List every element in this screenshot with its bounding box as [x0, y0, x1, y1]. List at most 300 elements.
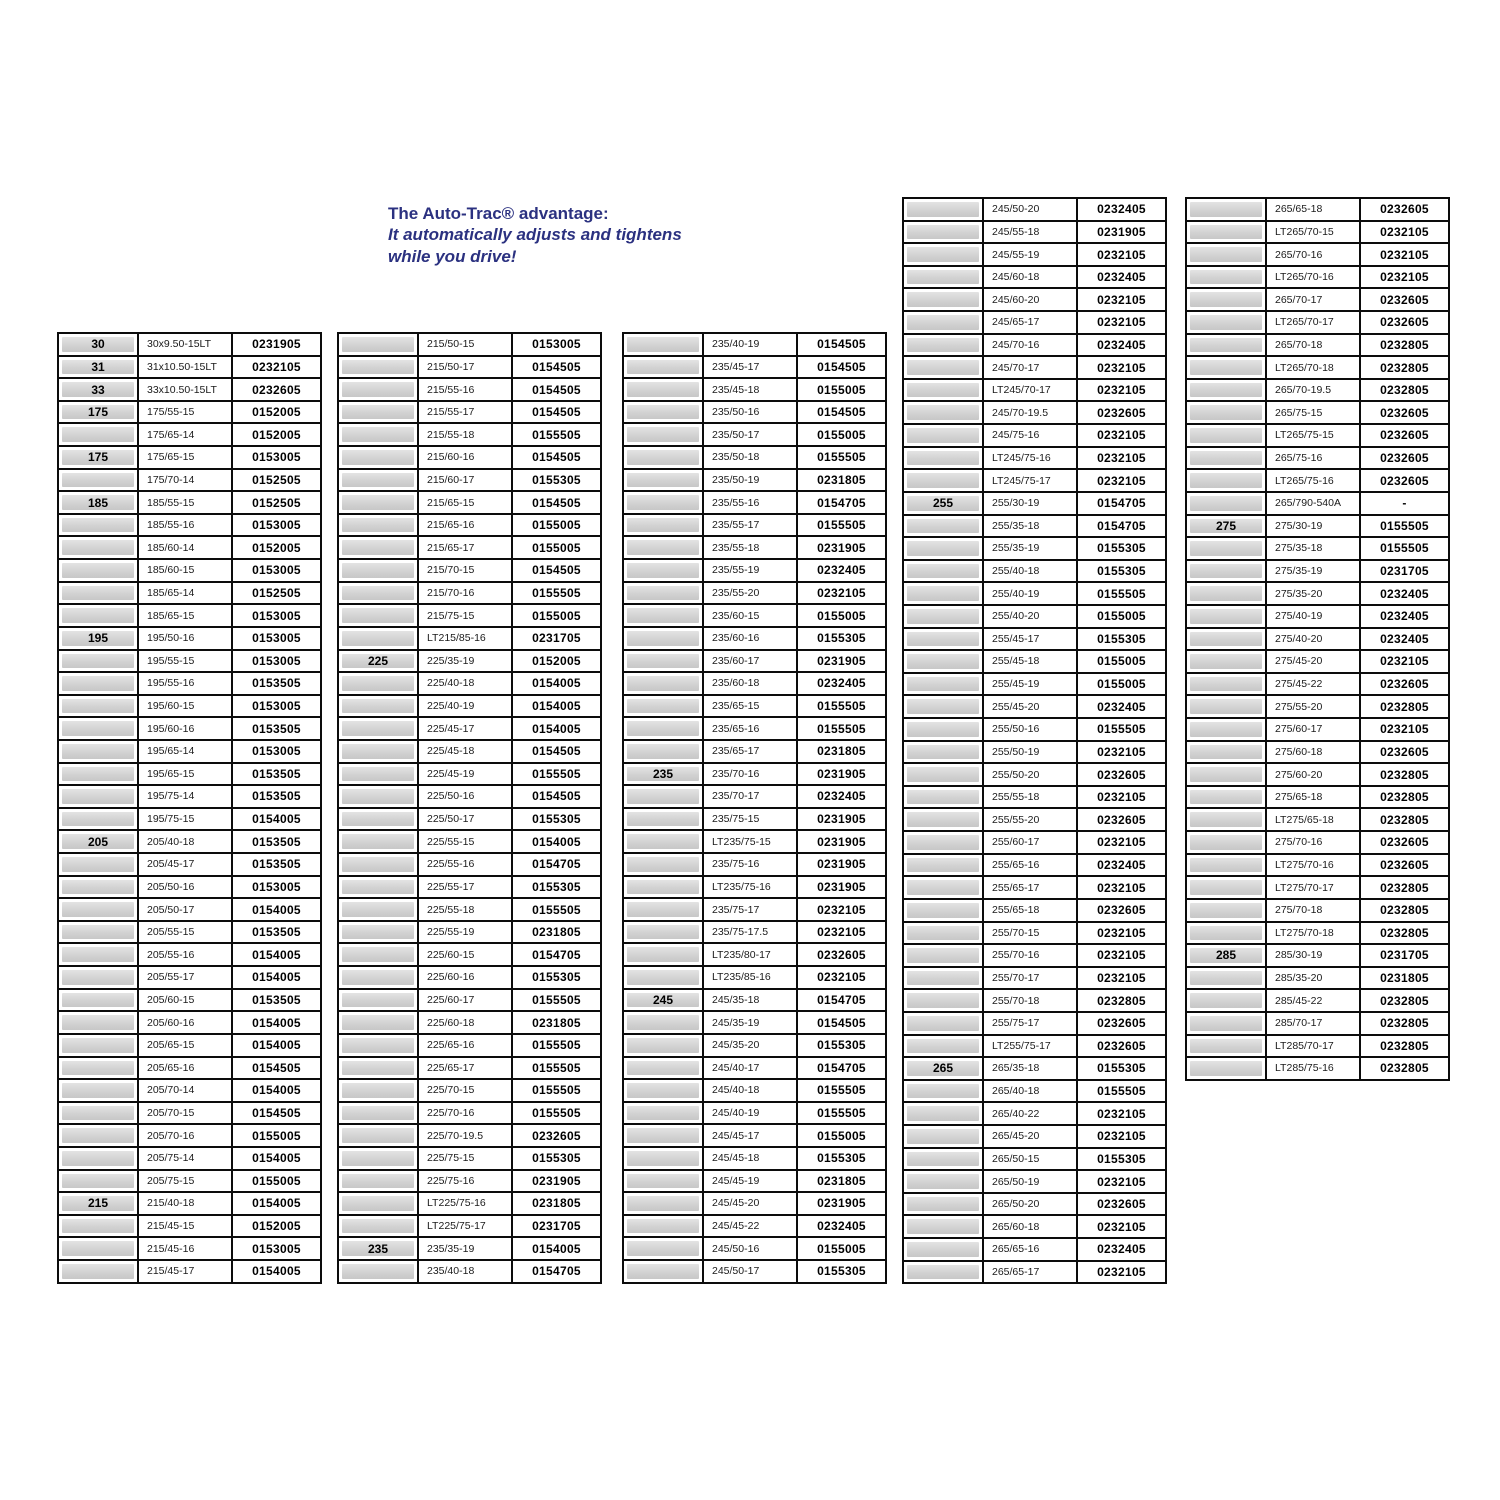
table-row: [57, 1033, 322, 1058]
group-badge: [1190, 473, 1262, 488]
tire-size-cell: 255/45-19: [982, 672, 1078, 697]
group-badge: [907, 1152, 979, 1167]
tire-size-cell: LT255/75-17: [982, 1034, 1078, 1059]
tire-size-cell: LT265/70-18: [1265, 355, 1361, 380]
tire-size-cell: 225/40-18: [417, 671, 513, 696]
group-cell: [337, 1078, 419, 1103]
table-row: [902, 1147, 1167, 1172]
table-row: [902, 287, 1167, 312]
group-badge: [1190, 632, 1262, 647]
part-number-cell: 0154705: [1076, 514, 1167, 539]
tire-size-cell: 255/50-19: [982, 740, 1078, 765]
part-number-cell: 0232605: [1359, 446, 1450, 471]
tire-size-cell: 255/40-18: [982, 559, 1078, 584]
group-cell: [622, 377, 704, 402]
part-number-cell: 0155005: [511, 535, 602, 560]
tire-size-cell: 285/70-17: [1265, 1011, 1361, 1036]
tire-size-cell: 225/55-16: [417, 852, 513, 877]
group-cell: [337, 422, 419, 447]
tire-size-cell: LT265/75-15: [1265, 423, 1361, 448]
part-number-cell: 0232105: [1076, 378, 1167, 403]
group-badge: [62, 608, 134, 623]
table-row: [622, 603, 887, 628]
table-row: [622, 490, 887, 515]
tire-size-cell: 265/70-16: [1265, 242, 1361, 267]
group-badge: [342, 789, 414, 804]
table-row: [337, 784, 602, 809]
table-row: [337, 942, 602, 967]
table-row: [337, 739, 602, 764]
table-row: [1185, 807, 1450, 832]
group-badge: [62, 518, 134, 533]
tire-size-cell: 33x10.50-15LT: [137, 377, 233, 402]
group-cell: [622, 1214, 704, 1239]
group-badge: [907, 1129, 979, 1144]
group-cell: [902, 355, 984, 380]
part-number-cell: 0153505: [231, 784, 322, 809]
group-badge: [907, 722, 979, 737]
tire-size-cell: 255/30-19: [982, 491, 1078, 516]
group-badge: [342, 880, 414, 895]
table-row: [1185, 672, 1450, 697]
table-row: [1185, 242, 1450, 267]
tire-size-cell: 265/45-20: [982, 1124, 1078, 1149]
table-row: [902, 197, 1167, 222]
table-row: [337, 988, 602, 1013]
table-row: [57, 942, 322, 967]
tire-size-cell: 235/50-17: [702, 422, 798, 447]
part-number-cell: 0154005: [511, 829, 602, 854]
part-number-cell: 0232105: [796, 965, 887, 990]
part-number-cell: 0232105: [1359, 220, 1450, 245]
tire-size-cell: LT275/70-16: [1265, 853, 1361, 878]
group-badge: 245: [627, 993, 699, 1008]
group-badge: [627, 880, 699, 895]
part-number-cell: 0232605: [1359, 400, 1450, 425]
table-row: [57, 1191, 322, 1216]
group-cell: [902, 717, 984, 742]
part-number-cell: 0154505: [511, 784, 602, 809]
table-row: [337, 694, 602, 719]
group-cell: [622, 762, 704, 787]
group-badge: [342, 1128, 414, 1143]
table-row: [1185, 378, 1450, 403]
group-cell: [57, 377, 139, 402]
part-number-cell: 0232805: [1076, 988, 1167, 1013]
table-row: [337, 377, 602, 402]
tire-size-cell: 235/75-17: [702, 897, 798, 922]
group-cell: [57, 807, 139, 832]
part-number-cell: 0232805: [1359, 785, 1450, 810]
group-cell: [337, 626, 419, 651]
tire-size-cell: 265/65-16: [982, 1237, 1078, 1262]
table-row: [337, 603, 602, 628]
group-cell: [902, 921, 984, 946]
table-row: [337, 468, 602, 493]
table-row: [622, 1056, 887, 1081]
part-number-cell: 0155505: [511, 581, 602, 606]
group-cell: [337, 1214, 419, 1239]
part-number-cell: 0231705: [511, 1214, 602, 1239]
part-number-cell: 0232405: [1359, 581, 1450, 606]
group-badge: [342, 1038, 414, 1053]
table-row: [57, 829, 322, 854]
group-badge: [62, 1264, 134, 1279]
group-cell: [1185, 220, 1267, 245]
group-badge: [1190, 270, 1262, 285]
group-badge: [1190, 315, 1262, 330]
part-number-cell: 0155505: [511, 988, 602, 1013]
table-row: [902, 559, 1167, 584]
group-badge: [907, 1265, 979, 1280]
tire-size-cell: 30x9.50-15LT: [137, 332, 233, 357]
group-badge: [907, 948, 979, 963]
table-row: [622, 829, 887, 854]
group-badge: [1190, 609, 1262, 624]
table-row: [337, 1056, 602, 1081]
group-badge: [907, 247, 979, 262]
group-cell: [902, 1260, 984, 1285]
tire-size-cell: 245/35-20: [702, 1033, 798, 1058]
tire-size-cell: 245/50-17: [702, 1259, 798, 1284]
part-number-cell: 0231905: [796, 875, 887, 900]
group-cell: [622, 875, 704, 900]
tire-size-cell: LT245/75-17: [982, 468, 1078, 493]
group-badge: [62, 925, 134, 940]
group-badge: [1190, 722, 1262, 737]
table-row: [902, 740, 1167, 765]
table-row: [57, 581, 322, 606]
group-cell: [337, 965, 419, 990]
part-number-cell: 0231705: [1359, 559, 1450, 584]
table-row: [902, 491, 1167, 516]
group-cell: [902, 898, 984, 923]
tire-size-cell: 255/40-20: [982, 604, 1078, 629]
group-badge: [62, 676, 134, 691]
table-row: [902, 830, 1167, 855]
table-row: [337, 807, 602, 832]
group-badge: 195: [62, 631, 134, 646]
part-number-cell: 0232105: [796, 920, 887, 945]
advantage-note: [388, 203, 682, 267]
group-cell: [622, 716, 704, 741]
table-row: [902, 355, 1167, 380]
table-row: [902, 672, 1167, 697]
tire-size-cell: 225/70-16: [417, 1101, 513, 1126]
part-number-cell: 0232405: [1076, 1237, 1167, 1262]
table-row: [622, 988, 887, 1013]
tire-size-cell: 275/35-18: [1265, 536, 1361, 561]
tire-size-cell: 275/45-20: [1265, 649, 1361, 674]
tire-size-cell: 275/40-20: [1265, 627, 1361, 652]
tire-size-cell: LT275/65-18: [1265, 807, 1361, 832]
tire-size-cell: 185/65-15: [137, 603, 233, 628]
group-badge: [342, 563, 414, 578]
table-row: [57, 671, 322, 696]
group-badge: [342, 812, 414, 827]
part-number-cell: 0231905: [796, 829, 887, 854]
group-badge: [907, 745, 979, 760]
group-cell: [57, 1259, 139, 1284]
part-number-cell: 0155305: [511, 468, 602, 493]
tire-size-cell: 245/50-16: [702, 1236, 798, 1261]
part-number-cell: 0232405: [796, 784, 887, 809]
group-badge: [907, 767, 979, 782]
table-row: [57, 468, 322, 493]
group-badge: [342, 1015, 414, 1030]
group-cell: [1185, 536, 1267, 561]
part-number-cell: 0152005: [231, 400, 322, 425]
group-cell: [1185, 287, 1267, 312]
group-badge: [627, 744, 699, 759]
part-number-cell: 0232105: [1359, 717, 1450, 742]
group-badge: [342, 473, 414, 488]
group-cell: [57, 829, 139, 854]
part-number-cell: 0155005: [231, 1169, 322, 1194]
part-number-cell: 0155005: [511, 513, 602, 538]
group-cell: [57, 694, 139, 719]
table-row: [57, 875, 322, 900]
part-number-cell: 0153005: [231, 626, 322, 651]
tire-size-cell: 235/55-19: [702, 558, 798, 583]
part-number-cell: 0232105: [796, 897, 887, 922]
group-badge: [627, 450, 699, 465]
group-badge: [907, 292, 979, 307]
tire-size-cell: 235/45-17: [702, 355, 798, 380]
table-row: [902, 1034, 1167, 1059]
part-number-cell: 0154505: [231, 1056, 322, 1081]
table-row: [337, 1236, 602, 1261]
tire-size-cell: 235/60-16: [702, 626, 798, 651]
part-number-cell: 0232105: [1076, 1101, 1167, 1126]
part-number-cell: 0155005: [1076, 672, 1167, 697]
group-badge: [62, 1106, 134, 1121]
group-badge: [627, 631, 699, 646]
group-badge: [907, 790, 979, 805]
tire-size-cell: 265/790-540A: [1265, 491, 1361, 516]
table-row: [622, 942, 887, 967]
group-cell: [1185, 491, 1267, 516]
group-badge: 275: [1190, 519, 1262, 534]
group-badge: [342, 1061, 414, 1076]
table-row: [337, 1146, 602, 1171]
group-badge: [907, 519, 979, 534]
group-cell: [57, 1169, 139, 1194]
group-badge: [907, 451, 979, 466]
group-cell: [57, 875, 139, 900]
group-cell: [902, 423, 984, 448]
group-cell: [902, 265, 984, 290]
group-badge: [627, 337, 699, 352]
tire-size-cell: LT265/70-17: [1265, 310, 1361, 335]
part-number-cell: 0154005: [511, 694, 602, 719]
group-badge: [1190, 451, 1262, 466]
group-badge: [342, 699, 414, 714]
tire-size-cell: 235/70-16: [702, 762, 798, 787]
group-cell: [902, 1192, 984, 1217]
tire-size-cell: 175/65-15: [137, 445, 233, 470]
group-badge: [1190, 858, 1262, 873]
part-number-cell: 0154005: [231, 1078, 322, 1103]
part-number-cell: 0232805: [1359, 1011, 1450, 1036]
part-number-cell: 0232805: [1359, 921, 1450, 946]
group-cell: [1185, 988, 1267, 1013]
tire-size-cell: 235/50-19: [702, 468, 798, 493]
tire-size-cell: 255/35-18: [982, 514, 1078, 539]
group-cell: [1185, 762, 1267, 787]
group-cell: [622, 1033, 704, 1058]
group-cell: [1185, 400, 1267, 425]
tire-size-cell: 225/70-15: [417, 1078, 513, 1103]
group-badge: [342, 834, 414, 849]
tire-size-cell: 185/60-14: [137, 535, 233, 560]
group-badge: [1190, 496, 1262, 511]
table-row: [1185, 627, 1450, 652]
group-cell: [1185, 197, 1267, 222]
tire-size-cell: 215/55-18: [417, 422, 513, 447]
part-number-cell: 0153005: [231, 513, 322, 538]
part-number-cell: 0153505: [231, 716, 322, 741]
tire-size-cell: 185/65-14: [137, 581, 233, 606]
group-badge: [342, 427, 414, 442]
group-cell: [57, 422, 139, 447]
part-number-cell: 0232605: [1359, 287, 1450, 312]
part-number-cell: 0155305: [796, 1033, 887, 1058]
group-badge: [62, 586, 134, 601]
group-cell: [57, 784, 139, 809]
group-cell: [902, 853, 984, 878]
tire-size-cell: LT265/70-15: [1265, 220, 1361, 245]
part-number-cell: 0232405: [1359, 604, 1450, 629]
group-badge: [62, 767, 134, 782]
part-number-cell: 0154005: [511, 671, 602, 696]
tire-size-cell: 285/45-22: [1265, 988, 1361, 1013]
group-cell: [902, 943, 984, 968]
tire-size-cell: 255/65-17: [982, 875, 1078, 900]
part-number-cell: 0231805: [796, 1169, 887, 1194]
table-row: [902, 875, 1167, 900]
table-row: [1185, 287, 1450, 312]
part-number-cell: 0232105: [1076, 943, 1167, 968]
group-cell: [57, 649, 139, 674]
tire-size-cell: 265/50-19: [982, 1169, 1078, 1194]
group-cell: [622, 739, 704, 764]
group-badge: 235: [342, 1241, 414, 1256]
group-cell: [1185, 310, 1267, 335]
group-cell: [57, 468, 139, 493]
group-badge: [907, 473, 979, 488]
group-cell: [57, 1056, 139, 1081]
table-row: [902, 1237, 1167, 1262]
part-number-cell: 0155505: [796, 694, 887, 719]
group-cell: [337, 897, 419, 922]
group-cell: [902, 400, 984, 425]
group-badge: [62, 744, 134, 759]
group-cell: [902, 762, 984, 787]
group-badge: [62, 1015, 134, 1030]
tire-size-cell: 225/50-16: [417, 784, 513, 809]
tire-size-cell: 225/75-16: [417, 1169, 513, 1194]
tire-size-cell: 225/60-15: [417, 942, 513, 967]
tire-size-cell: 235/55-20: [702, 581, 798, 606]
group-badge: [62, 812, 134, 827]
table-row: [622, 1191, 887, 1216]
tire-size-cell: 225/55-18: [417, 897, 513, 922]
tire-size-cell: 285/30-19: [1265, 943, 1361, 968]
part-number-cell: 0153005: [231, 875, 322, 900]
group-cell: [337, 490, 419, 515]
part-number-cell: 0155505: [1359, 536, 1450, 561]
part-number-cell: 0232805: [1359, 762, 1450, 787]
part-number-cell: 0232805: [1359, 333, 1450, 358]
group-cell: [1185, 672, 1267, 697]
part-number-cell: 0153005: [231, 558, 322, 583]
tire-size-cell: 245/50-20: [982, 197, 1078, 222]
tire-size-cell: 245/35-19: [702, 1010, 798, 1035]
part-number-cell: 0152005: [511, 649, 602, 674]
group-badge: [627, 947, 699, 962]
part-number-cell: 0232105: [1076, 423, 1167, 448]
tire-size-cell: 225/45-19: [417, 762, 513, 787]
advantage-subtitle-line2: while you drive!: [388, 246, 517, 266]
tire-size-cell: 225/65-16: [417, 1033, 513, 1058]
table-row: [337, 671, 602, 696]
group-cell: [57, 762, 139, 787]
tire-size-cell: 205/45-17: [137, 852, 233, 877]
group-cell: [1185, 514, 1267, 539]
table-row: [902, 581, 1167, 606]
group-badge: 175: [62, 450, 134, 465]
group-cell: [1185, 581, 1267, 606]
table-row: [337, 490, 602, 515]
group-cell: [622, 1123, 704, 1148]
part-number-cell: 0155005: [796, 422, 887, 447]
tire-size-cell: 205/65-15: [137, 1033, 233, 1058]
part-number-cell: 0154505: [511, 490, 602, 515]
part-number-cell: 0154505: [796, 332, 887, 357]
tire-size-cell: 245/55-19: [982, 242, 1078, 267]
group-cell: [1185, 943, 1267, 968]
part-number-cell: 0152005: [231, 1214, 322, 1239]
group-cell: [902, 446, 984, 471]
part-number-cell: 0232805: [1359, 898, 1450, 923]
part-number-cell: 0153005: [231, 694, 322, 719]
group-badge: [627, 1015, 699, 1030]
group-cell: [337, 1146, 419, 1171]
group-cell: [622, 445, 704, 470]
part-number-cell: 0232605: [1076, 1034, 1167, 1059]
group-badge: [907, 1106, 979, 1121]
group-cell: [622, 1191, 704, 1216]
tire-size-cell: 235/40-18: [417, 1259, 513, 1284]
group-badge: [1190, 903, 1262, 918]
group-cell: [902, 1147, 984, 1172]
group-badge: [907, 428, 979, 443]
group-cell: [902, 1101, 984, 1126]
group-cell: [622, 1259, 704, 1284]
tire-size-cell: 215/70-15: [417, 558, 513, 583]
table-row: [902, 943, 1167, 968]
tire-size-cell: 245/35-18: [702, 988, 798, 1013]
group-cell: [902, 378, 984, 403]
part-number-cell: 0231905: [511, 1169, 602, 1194]
group-badge: [1190, 835, 1262, 850]
group-badge: [62, 473, 134, 488]
group-cell: [902, 559, 984, 584]
part-number-cell: 0153505: [231, 671, 322, 696]
tire-size-cell: 205/70-16: [137, 1123, 233, 1148]
tire-size-cell: 205/50-17: [137, 897, 233, 922]
